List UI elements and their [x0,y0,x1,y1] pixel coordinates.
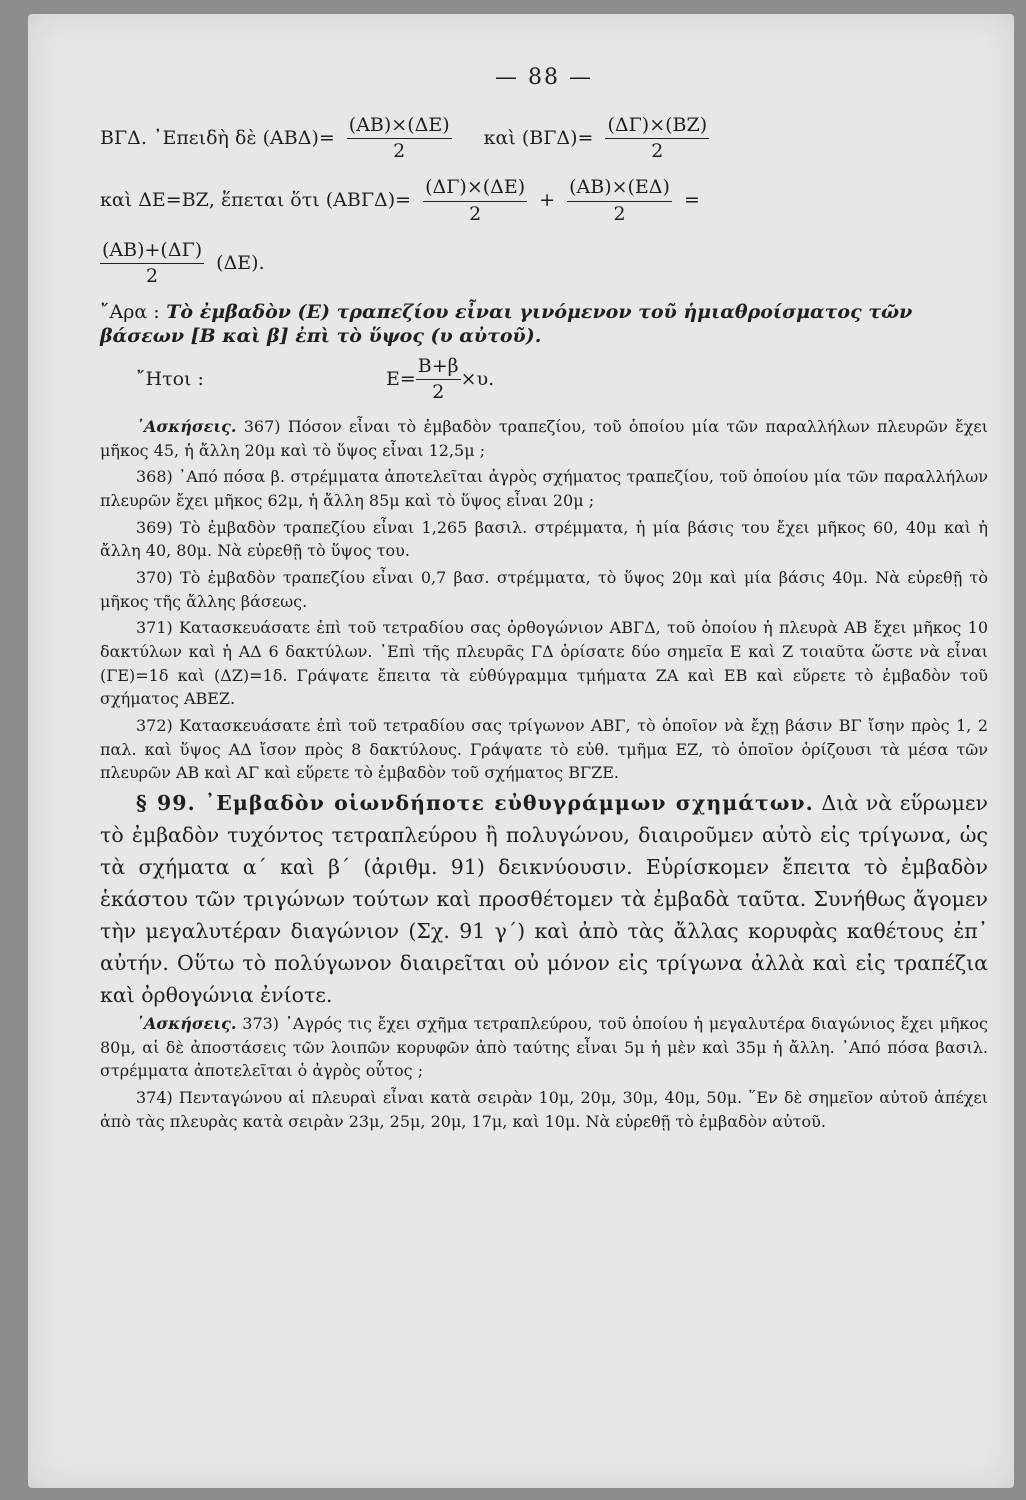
fraction [416,355,461,406]
formula-text: ΒΓΔ. ᾿Επειδὴ δὲ (ΑΒΔ)= [100,126,335,149]
exercises-label: ᾿Ασκήσεις. [136,417,237,436]
fraction [100,239,204,290]
exercises-block-1 [100,415,988,785]
formula-text: (ΔΕ). [216,251,265,274]
fraction-denominator: 2 [469,202,482,225]
formula-text: καὶ ΔΕ=ΒΖ, ἕπεται ὅτι (ΑΒΓΔ)= [100,189,412,212]
fraction [605,114,709,165]
fraction-numerator: (ΑΒ)×(ΕΔ) [567,176,672,202]
final-formula-label: ῎Ητοι : [136,367,204,390]
fraction-denominator: 2 [651,140,664,163]
formula-text: καὶ (ΒΓΔ)= [483,126,594,149]
equals-sign: = [683,189,700,212]
exercises-block-2 [100,1012,988,1133]
exercise-373 [100,1012,988,1083]
fraction-denominator: 2 [146,265,159,288]
exercise-text: 367) Πόσον εἶναι τὸ ἐμβαδὸν τραπεζίου, τοῦ ὁποίου μία τῶν παραλλήλων πλευρῶν ἔχει μῆκος 45, ἡ ἄλλη 20μ καὶ τὸ ὕψος εἶναι 12,5μ ; [100,417,988,460]
final-formula [100,355,988,406]
final-formula-rhs: ×υ. [460,367,495,390]
fraction [423,176,527,227]
fraction-denominator: 2 [432,381,445,404]
exercise-text: 373) ᾿Αγρός τις ἔχει σχῆμα τετραπλεύρου, τοῦ ὁποίου ἡ μεγαλυτέρα διαγώνιος ἔχει μῆκος 80μ, αἱ δὲ ἀποστάσεις τῶν λοιπῶν κορυφῶν ἀπὸ ταύτης εἶναι 5μ ἡ μὲν καὶ 35μ ἡ ἄλλη. ᾿Από πόσα βασιλ. στρέμματα ἀποτελεῖται ὁ ἀγρὸς οὗτος ; [100,1013,989,1081]
final-formula-lhs: Ε= [386,367,416,390]
section-99 [100,788,988,1012]
fraction [567,176,672,227]
formula-line-1 [100,114,988,165]
exercise-370: 370) Τὸ ἐμβαδὸν τραπεζίου εἶναι 0,7 βασ. στρέμματα, τὸ ὕψος 20μ καὶ μία βάσις 40μ. Νὰ εὑρεθῇ τὸ μῆκος τῆς ἄλλης βάσεως. [100,568,988,611]
section-heading: § 99. ᾿Εμβαδὸν οἱωνδήποτε εὐθυγράμμων σχημάτων. [136,791,814,816]
section-99-paragraph [100,788,988,1012]
rule-text: Τὸ ἐμβαδὸν (Ε) τραπεζίου εἶναι γινόμενον τοῦ ἡμιαθροίσματος τῶν βάσεων [Β καὶ β] ἐπὶ τὸ ὕψος (υ αὐτοῦ). [100,301,913,347]
rule-lead: ῎Αρα : [100,301,160,323]
exercise-368: 368) ᾿Από πόσα β. στρέμματα ἀποτελεῖται ἀγρὸς σχήματος τραπεζίου, τοῦ ὁποίου μία τῶν παραλλήλων πλευρῶν ἔχει μῆκος 62μ, ἡ ἄλλη 85μ καὶ τὸ ὕψος εἶναι 20μ ; [100,467,988,511]
exercises-label: ᾿Ασκήσεις. [136,1013,237,1033]
exercise-371: 371) Κατασκευάσατε ἐπὶ τοῦ τετραδίου σας ὀρθογώνιον ΑΒΓΔ, τοῦ ὁποίου ἡ πλευρὰ ΑΒ ἔχει μῆκος 10 δακτύλων καὶ ἡ ΑΔ 6 δακτύλων. ᾿Επὶ τῆς πλευρᾶς ΓΔ ὁρίσατε δύο σημεῖα Ε καὶ Ζ τοιαῦτα ὥστε νὰ εἶναι (ΓΕ)=1δ καὶ (ΔΖ)=1δ. Γράψατε ἔπειτα τὰ εὐθύγραμμα τμήματα ΖΑ καὶ ΕΒ καὶ εὕρετε τὸ ἐμβαδὸν τοῦ σχήματος ΑΒΕΖ. [100,618,988,709]
trapezoid-area-rule [100,301,988,349]
page-content [100,64,988,1136]
fraction-numerator: (ΔΓ)×(ΒΖ) [605,114,709,140]
fraction [347,114,452,165]
exercise-374: 374) Πενταγώνου αἱ πλευραὶ εἶναι κατὰ σειρὰν 10μ, 20μ, 30μ, 40μ, 50μ. ῞Εν δὲ σημεῖον αὐτοῦ ἀπέχει ἀπὸ τὰς πλευρὰς κατὰ σειρὰν 23μ, 25μ, 20μ, 17μ, καὶ 10μ. Νὰ εὑρεθῇ τὸ ἐμβαδὸν αὐτοῦ. [100,1087,988,1131]
book-page [28,14,1014,1488]
formula-line-2 [100,176,988,227]
fraction-denominator: 2 [613,202,626,225]
fraction-denominator: 2 [393,140,406,163]
fraction-numerator: (ΑΒ)+(ΔΓ) [100,239,204,265]
fraction-numerator: (ΑΒ)×(ΔΕ) [347,114,452,140]
plus-sign: + [539,189,556,212]
fraction-numerator: (ΔΓ)×(ΔΕ) [423,176,527,202]
exercise-367 [100,415,988,462]
section-body: Διὰ νὰ εὕρωμεν τὸ ἐμβαδὸν τυχόντος τετραπλεύρου ἢ πολυγώνου, διαιροῦμεν αὐτὸ εἰς τρίγωνα, ὡς τὰ σχήματα α΄ καὶ β΄ (ἀριθμ. 91) δεικνύουσιν. Εὑρίσκομεν ἔπειτα τὸ ἐμβαδὸν ἑκάστου τῶν τριγώνων τούτων καὶ προσθέτομεν τὰ ἐμβαδὰ ταῦτα. Συνήθως ἄγομεν τὴν μεγαλυτέραν διαγώνιον (Σχ. 91 γ΄) καὶ ἀπὸ τὰς ἄλλας κορυφὰς καθέτους ἐπ᾿ αὐτήν. Οὕτω τὸ πολύγωνον διαιρεῖται οὐ μόνον εἰς τρίγωνα ἀλλὰ καὶ εἰς τραπέζια καὶ ὀρθογώνια ἐνίοτε. [100,791,988,1007]
formula-line-3 [100,239,988,290]
fraction-numerator: Β+β [416,355,461,381]
exercise-369: 369) Τὸ ἐμβαδὸν τραπεζίου εἶναι 1,265 βασιλ. στρέμματα, ἡ μία βάσις του ἔχει μῆκος 60, 40μ καὶ ἡ ἄλλη 40, 80μ. Νὰ εὑρεθῇ τὸ ὕψος του. [100,517,988,561]
page-number: — 88 — [495,65,593,90]
exercise-372: 372) Κατασκευάσατε ἐπὶ τοῦ τετραδίου σας τρίγωνον ΑΒΓ, τὸ ὁποῖον νὰ ἔχῃ βάσιν ΒΓ ἴσην πρὸς 1, 2 παλ. καὶ ὕψος ΑΔ ἴσον πρὸς 8 δακτύλους. Γράψατε τὸ εὐθ. τμῆμα ΕΖ, τὸ ὁποῖον ὁρίζουσι τὰ μέσα τῶν πλευρῶν ΑΒ καὶ ΑΓ καὶ εὕρετε τὸ ἐμβαδὸν τοῦ σχήματος ΒΓΖΕ. [100,716,988,783]
